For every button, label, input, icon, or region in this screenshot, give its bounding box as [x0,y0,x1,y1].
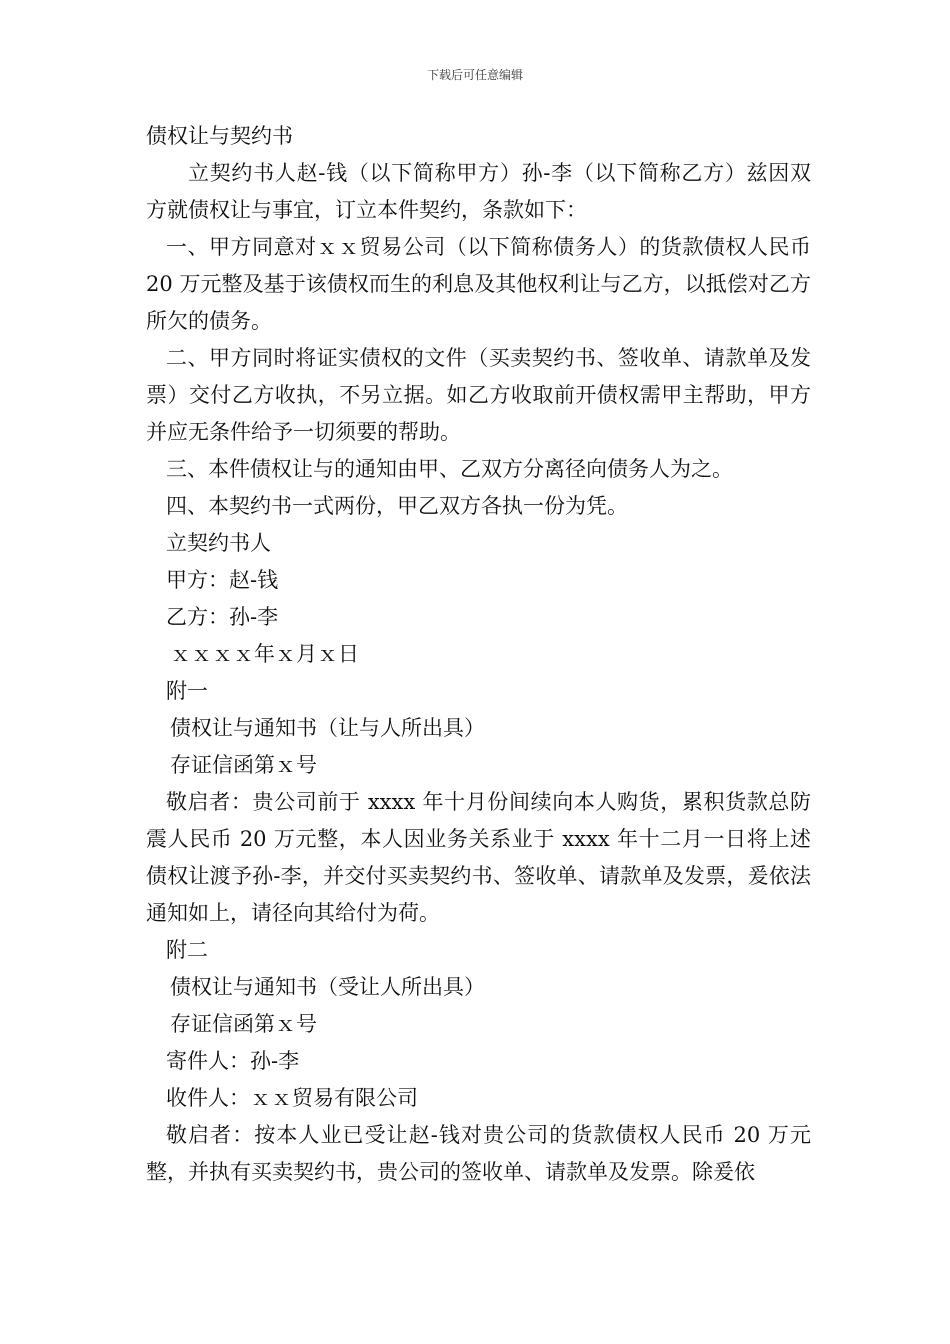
clause-3: 三、本件债权让与的通知由甲、乙双方分离径向债务人为之。 [166,457,733,481]
party-b: 乙方：孙-李 [166,605,279,629]
annex-2-recipient: 收件人：ｘｘ贸易有限公司 [166,1086,418,1110]
contract-date: ｘｘｘｘ年ｘ月ｘ日 [170,642,359,666]
page-header-note: 下载后可任意编辑 [426,68,523,82]
annex-1-body: 敬启者：贵公司前于 xxxx 年十月份间续向本人购货，累积货款总防震人民币 20 万元整，本人因业务关系业于 xxxx 年十二月一日将上述债权让渡予孙-李，并交付买卖契约书、签收单、请款单及发票，爰依法通知如上，请径向其给付为荷。 [146,790,811,925]
annex-1-label: 附一 [166,679,208,703]
document-body [146,118,811,1191]
annex-2-ref: 存证信函第ｘ号 [170,1012,317,1036]
intro-paragraph: 立契约书人赵-钱（以下简称甲方）孙-李（以下简称乙方）兹因双方就债权让与事宜，订立本件契约，条款如下： [146,161,811,222]
clause-2: 二、甲方同时将证实债权的文件（买卖契约书、签收单、请款单及发票）交付乙方收执，不另立据。如乙方收取前开债权需甲主帮助，甲方并应无条件给予一切须要的帮助。 [146,346,811,444]
signers-label: 立契约书人 [166,531,271,555]
annex-2-title: 债权让与通知书（受让人所出具） [170,975,485,999]
clause-4: 四、本契约书一式两份，甲乙双方各执一份为凭。 [166,494,628,518]
annex-1-title: 债权让与通知书（让与人所出具） [170,716,485,740]
party-a: 甲方：赵-钱 [166,568,279,592]
annex-1-ref: 存证信函第ｘ号 [170,753,317,777]
document-title: 债权让与契约书 [146,124,293,148]
annex-2-sender: 寄件人：孙-李 [166,1049,300,1073]
annex-2-body: 敬启者：按本人业已受让赵-钱对贵公司的货款债权人民币 20 万元整，并执有买卖契约书，贵公司的签收单、请款单及发票。除爰依 [146,1123,811,1184]
annex-2-label: 附二 [166,938,208,962]
clause-1: 一、甲方同意对ｘｘ贸易公司（以下简称债务人）的货款债权人民币 20 万元整及基于该债权而生的利息及其他权利让与乙方，以抵偿对乙方所欠的债务。 [146,235,811,333]
